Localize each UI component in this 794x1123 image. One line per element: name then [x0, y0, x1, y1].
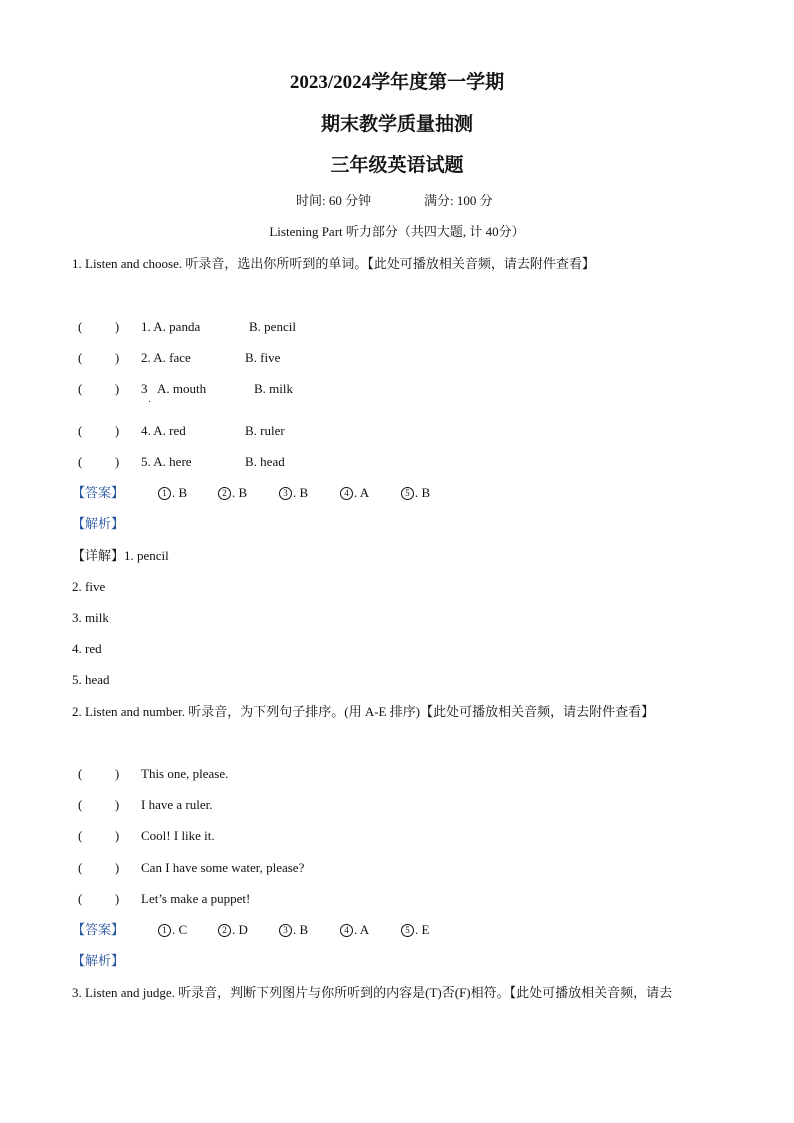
answer-blank[interactable]: ( ) [78, 797, 120, 812]
q2-sentence: Cool! I like it. [141, 828, 215, 843]
answer-value: . D [232, 922, 248, 937]
answer-value: . B [293, 485, 309, 500]
answer-blank[interactable]: ( ) [78, 319, 120, 334]
answer-value: . B [293, 922, 309, 937]
q1-item-number: 3 [141, 381, 148, 396]
q1-answer-item [218, 485, 247, 501]
q1-item-option-b: B. ruler [245, 423, 285, 438]
answer-value: . B [172, 485, 188, 500]
q2-answer-item [401, 922, 429, 938]
answer-blank[interactable]: ( ) [78, 381, 120, 396]
q1-answer-item [158, 485, 187, 501]
answer-blank[interactable]: ( ) [78, 423, 120, 438]
answer-blank[interactable]: ( ) [78, 350, 120, 365]
circled-number: 4 [340, 487, 353, 500]
q2-title: 2. Listen and number. 听录音，为下列句子排序。(用 A-E 排序)【此处可播放相关音频，请去附件查看】 [72, 704, 655, 719]
q1-item-option-a: A. mouth [157, 381, 207, 396]
circled-number: 5 [401, 924, 414, 937]
exam-time: 时间: 60 分钟 [296, 193, 372, 208]
circled-number: 2 [218, 924, 231, 937]
q2-answer-item [158, 922, 187, 938]
stray-dot-mark: · [148, 397, 152, 408]
subject-title: 三年级英语试题 [330, 155, 464, 176]
answer-value: . C [172, 922, 188, 937]
q1-item-option-a: 5. A. here [141, 454, 192, 469]
q1-answer-item [279, 485, 308, 501]
circled-number: 5 [401, 487, 414, 500]
exam-score: 满分: 100 分 [424, 193, 493, 208]
q2-answer-item [279, 922, 308, 938]
q1-detail-line: 3. milk [72, 610, 109, 625]
listening-part-heading: Listening Part 听力部分（共四大题, 计 40分） [269, 224, 525, 239]
q3-title: 3. Listen and judge. 听录音，判断下列图片与你所听到的内容是(T)否(F)相符。【此处可播放相关音频，请去 [72, 985, 673, 1000]
answer-value: . B [415, 485, 431, 500]
school-year-title: 2023/2024学年度第一学期 [289, 72, 505, 93]
circled-number: 1 [158, 924, 171, 937]
answer-value: . A [354, 922, 370, 937]
q1-detail-line: 4. red [72, 641, 102, 656]
circled-number: 2 [218, 487, 231, 500]
q1-title: 1. Listen and choose. 听录音，选出你所听到的单词。【此处可播放相关音频，请去附件查看】 [72, 256, 595, 271]
detail-text: 1. pencil [124, 548, 169, 563]
q2-answer-item [340, 922, 369, 938]
q1-item-option-b: B. five [245, 350, 281, 365]
q2-sentence: This one, please. [141, 766, 229, 781]
q1-answer-item [401, 485, 430, 501]
q1-answer-item [340, 485, 369, 501]
answer-blank[interactable]: ( ) [78, 860, 120, 875]
answer-blank[interactable]: ( ) [78, 828, 120, 843]
answer-blank[interactable]: ( ) [78, 891, 120, 906]
circled-number: 1 [158, 487, 171, 500]
answer-blank[interactable]: ( ) [78, 766, 120, 781]
answer-value: . A [354, 485, 370, 500]
exam-title: 期末教学质量抽测 [320, 114, 473, 135]
q2-answer-item [218, 922, 248, 938]
circled-number: 3 [279, 487, 292, 500]
q1-item-option-b: B. pencil [249, 319, 296, 334]
detail-label: 【详解】 [72, 548, 125, 563]
q2-sentence: I have a ruler. [141, 797, 213, 812]
q1-item-option-a: 2. A. face [141, 350, 191, 365]
answer-blank[interactable]: ( ) [78, 454, 120, 469]
q1-detail-line: 2. five [72, 579, 106, 594]
q2-analysis-label: 【解析】 [72, 953, 125, 968]
q2-sentence: Let’s make a puppet! [141, 891, 251, 906]
q2-sentence: Can I have some water, please? [141, 860, 305, 875]
q1-item-option-a: 1. A. panda [141, 319, 201, 334]
answer-value: . B [232, 485, 248, 500]
circled-number: 3 [279, 924, 292, 937]
q1-detail-line: 5. head [72, 672, 110, 687]
q1-item-option-b: B. head [245, 454, 285, 469]
q1-answer-label: 【答案】 [72, 485, 125, 500]
answer-value: . E [415, 922, 430, 937]
q1-item-option-b: B. milk [254, 381, 294, 396]
q1-item-option-a: 4. A. red [141, 423, 186, 438]
q1-analysis-label: 【解析】 [72, 516, 125, 531]
q1-detail-line [72, 548, 169, 564]
q2-answer-label: 【答案】 [72, 922, 125, 937]
circled-number: 4 [340, 924, 353, 937]
